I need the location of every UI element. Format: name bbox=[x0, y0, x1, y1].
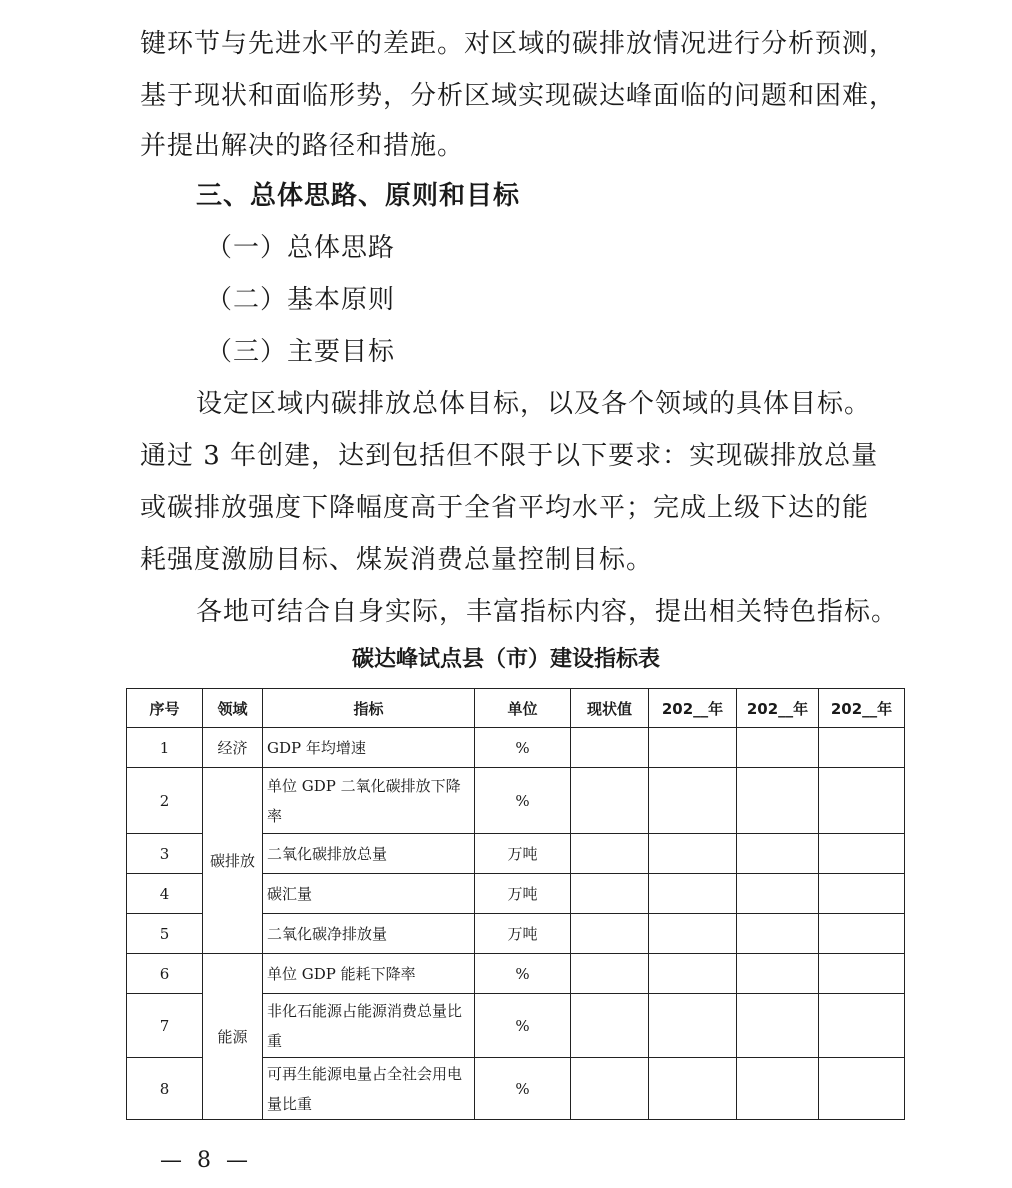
value-cell bbox=[649, 1058, 737, 1120]
unit-cell: 万吨 bbox=[475, 914, 571, 954]
indicator-table bbox=[126, 688, 905, 1120]
value-cell bbox=[571, 834, 649, 874]
value-cell bbox=[737, 1058, 819, 1120]
value-cell bbox=[649, 874, 737, 914]
value-cell bbox=[649, 914, 737, 954]
subsection-heading: （三）主要目标 bbox=[206, 337, 396, 367]
value-cell bbox=[649, 954, 737, 994]
paragraph-line: 并提出解决的路径和措施。 bbox=[140, 131, 465, 161]
table-row bbox=[127, 768, 905, 834]
indicator-cell: 单位 GDP 能耗下降率 bbox=[263, 954, 475, 994]
value-cell bbox=[819, 1058, 905, 1120]
value-cell bbox=[649, 728, 737, 768]
row-number: 3 bbox=[127, 834, 203, 874]
paragraph-line: 设定区域内碳排放总体目标，以及各个领域的具体目标。 bbox=[196, 389, 872, 419]
paragraph-line: 耗强度激励目标、煤炭消费总量控制目标。 bbox=[140, 545, 654, 575]
header-cell: 单位 bbox=[475, 689, 571, 728]
header-cell: 202__年 bbox=[737, 689, 819, 728]
value-cell bbox=[737, 954, 819, 994]
table-row bbox=[127, 954, 905, 994]
indicator-cell: 碳汇量 bbox=[263, 874, 475, 914]
value-cell bbox=[571, 954, 649, 994]
value-cell bbox=[737, 914, 819, 954]
unit-cell: % bbox=[475, 768, 571, 834]
row-number: 8 bbox=[127, 1058, 203, 1120]
header-cell: 202__年 bbox=[819, 689, 905, 728]
indicator-cell: 非化石能源占能源消费总量比重 bbox=[263, 994, 475, 1058]
value-cell bbox=[649, 834, 737, 874]
paragraph-line: 基于现状和面临形势，分析区域实现碳达峰面临的问题和困难， bbox=[140, 81, 897, 111]
header-cell: 指标 bbox=[263, 689, 475, 728]
value-cell bbox=[571, 768, 649, 834]
domain-cell: 经济 bbox=[203, 728, 263, 768]
indicator-cell: 二氧化碳排放总量 bbox=[263, 834, 475, 874]
page-number: — 8 — bbox=[160, 1148, 252, 1173]
unit-cell: % bbox=[475, 728, 571, 768]
indicator-cell: 单位 GDP 二氧化碳排放下降率 bbox=[263, 768, 475, 834]
row-number: 4 bbox=[127, 874, 203, 914]
subsection-heading: （二）基本原则 bbox=[206, 285, 396, 315]
header-cell: 202__年 bbox=[649, 689, 737, 728]
table-title: 碳达峰试点县（市）建设指标表 bbox=[351, 647, 660, 672]
row-number: 7 bbox=[127, 994, 203, 1058]
indicator-cell: GDP 年均增速 bbox=[263, 728, 475, 768]
row-number: 2 bbox=[127, 768, 203, 834]
unit-cell: % bbox=[475, 954, 571, 994]
indicator-cell: 可再生能源电量占全社会用电量比重 bbox=[263, 1058, 475, 1120]
value-cell bbox=[571, 874, 649, 914]
unit-cell: % bbox=[475, 994, 571, 1058]
paragraph-line: 键环节与先进水平的差距。对区域的碳排放情况进行分析预测， bbox=[140, 29, 897, 59]
value-cell bbox=[571, 914, 649, 954]
unit-cell: 万吨 bbox=[475, 834, 571, 874]
indicator-cell: 二氧化碳净排放量 bbox=[263, 914, 475, 954]
value-cell bbox=[737, 768, 819, 834]
value-cell bbox=[819, 834, 905, 874]
paragraph-line: 或碳排放强度下降幅度高于全省平均水平；完成上级下达的能 bbox=[140, 493, 870, 523]
table-row bbox=[127, 728, 905, 768]
value-cell bbox=[819, 914, 905, 954]
value-cell bbox=[819, 728, 905, 768]
value-cell bbox=[649, 994, 737, 1058]
row-number: 5 bbox=[127, 914, 203, 954]
paragraph-line: 各地可结合自身实际，丰富指标内容，提出相关特色指标。 bbox=[196, 597, 899, 627]
domain-cell: 能源 bbox=[203, 954, 263, 1120]
subsection-heading: （一）总体思路 bbox=[206, 233, 396, 263]
value-cell bbox=[819, 994, 905, 1058]
value-cell bbox=[737, 994, 819, 1058]
value-cell bbox=[571, 1058, 649, 1120]
value-cell bbox=[819, 768, 905, 834]
section-heading: 三、总体思路、原则和目标 bbox=[196, 181, 521, 211]
header-cell: 现状值 bbox=[571, 689, 649, 728]
value-cell bbox=[819, 874, 905, 914]
row-number: 1 bbox=[127, 728, 203, 768]
unit-cell: 万吨 bbox=[475, 874, 571, 914]
value-cell bbox=[819, 954, 905, 994]
table-header-row bbox=[127, 689, 905, 728]
value-cell bbox=[737, 874, 819, 914]
value-cell bbox=[571, 994, 649, 1058]
value-cell bbox=[737, 728, 819, 768]
value-cell bbox=[649, 768, 737, 834]
value-cell bbox=[737, 834, 819, 874]
domain-cell: 碳排放 bbox=[203, 768, 263, 954]
unit-cell: % bbox=[475, 1058, 571, 1120]
header-cell: 序号 bbox=[127, 689, 203, 728]
value-cell bbox=[571, 728, 649, 768]
paragraph-line: 通过 3 年创建，达到包括但不限于以下要求：实现碳排放总量 bbox=[140, 441, 879, 471]
header-cell: 领域 bbox=[203, 689, 263, 728]
row-number: 6 bbox=[127, 954, 203, 994]
